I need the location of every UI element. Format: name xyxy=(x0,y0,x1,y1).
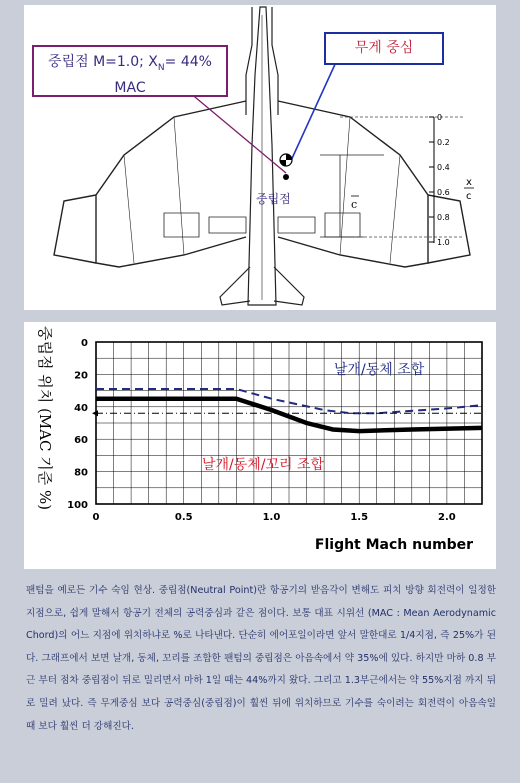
neutral-point-dot xyxy=(283,174,289,180)
ruler-tick-3: 0.6 xyxy=(437,188,450,197)
neutral-point-chart-panel xyxy=(24,322,496,569)
ruler-tick-2: 0.4 xyxy=(437,163,450,172)
neutral-box-subscript: N xyxy=(157,62,165,73)
right-wing-outline xyxy=(278,101,428,267)
cg-symbol-icon xyxy=(280,154,292,166)
cg-pointer xyxy=(289,49,342,165)
ruler-tick-0: 0 xyxy=(437,113,443,122)
neutral-box-text: 중립점 M=1.0; X xyxy=(48,54,158,70)
x-tick-label: 1.5 xyxy=(350,512,369,523)
y-tick-label: 100 xyxy=(67,500,88,511)
cg-box xyxy=(324,32,444,65)
y-tick-label: 0 xyxy=(81,338,88,349)
x-axis-label: Flight Mach number xyxy=(314,537,474,553)
aircraft-diagram-panel xyxy=(24,5,496,310)
ruler-tick-4: 0.8 xyxy=(437,213,450,222)
y-tick-label: 60 xyxy=(74,435,88,447)
x-tick-label: 0 xyxy=(92,512,100,523)
ruler-ratio-top: x xyxy=(466,177,472,188)
y-tick-label: 80 xyxy=(74,467,88,479)
y-tick-label: 40 xyxy=(74,402,88,414)
ruler-tick-5: 1.0 xyxy=(437,238,450,247)
neutral-box-suffix: = 44% xyxy=(164,54,212,70)
y-tick-label: 20 xyxy=(74,370,88,382)
ruler-tick-1: 0.2 xyxy=(437,138,450,147)
description-paragraph: 팬텀을 예로든 기수 숙임 현상. 중립점(Neutral Point)란 항공기의 받음각이 변해도 피치 방향 회전력이 일정한 지점으로, 쉽게 말해서 항공기 전체의 공력중심과 같은 점이다. 보통 대표 시위선 (MAC : Mean Aerodynamic Chord)의 어느 지점에 위치하냐로 %로 나타낸다. 단순히 에어포일이라면 앞서 말한대로 1/4지점, 즉 25%가 된다. 그래프에서 보면 날개, 동체, 꼬리를 조합한 팬텀의 중립점은 아음속에서 약 35%에 있다. 하지만 마하 0.8 부근 부터 점차 중립점이 뒤로 밀리면서 마하 1일 때는 44%까지 왔다. 그리고 1.3부근에서는 약 55%지점 까지 뒤로 밀려 났다. 즉 무게중심 보다 공력중심(중립점)이 훨씬 뒤에 위치하므로 기수를 숙이려는 회전력이 아음속일 때 보다 훨씬 더 강해진다. xyxy=(26,585,496,732)
series-label-wing-body-tail: 날개/동체/꼬리 조합 xyxy=(202,457,325,473)
x-tick-label: 0.5 xyxy=(174,512,193,523)
series-label-wing-body: 날개/동체 조합 xyxy=(334,362,425,378)
neutral-point-box xyxy=(32,45,228,97)
chord-ruler xyxy=(429,113,474,247)
neutral-point-label: 중립점 xyxy=(256,192,291,206)
cbar-label: c xyxy=(351,198,358,211)
y-axis-label: 중립점 위치 (MAC 기준 %) xyxy=(36,326,54,511)
x-tick-label: 1.0 xyxy=(262,512,281,523)
left-wing-outline xyxy=(96,101,246,267)
neutral-box-line2: MAC xyxy=(114,79,146,96)
cg-box-label: 무게 중심 xyxy=(354,40,414,56)
neutral-point-chart xyxy=(24,322,496,569)
ruler-ratio-bottom: c xyxy=(466,191,472,202)
x-tick-label: 2.0 xyxy=(438,512,456,523)
